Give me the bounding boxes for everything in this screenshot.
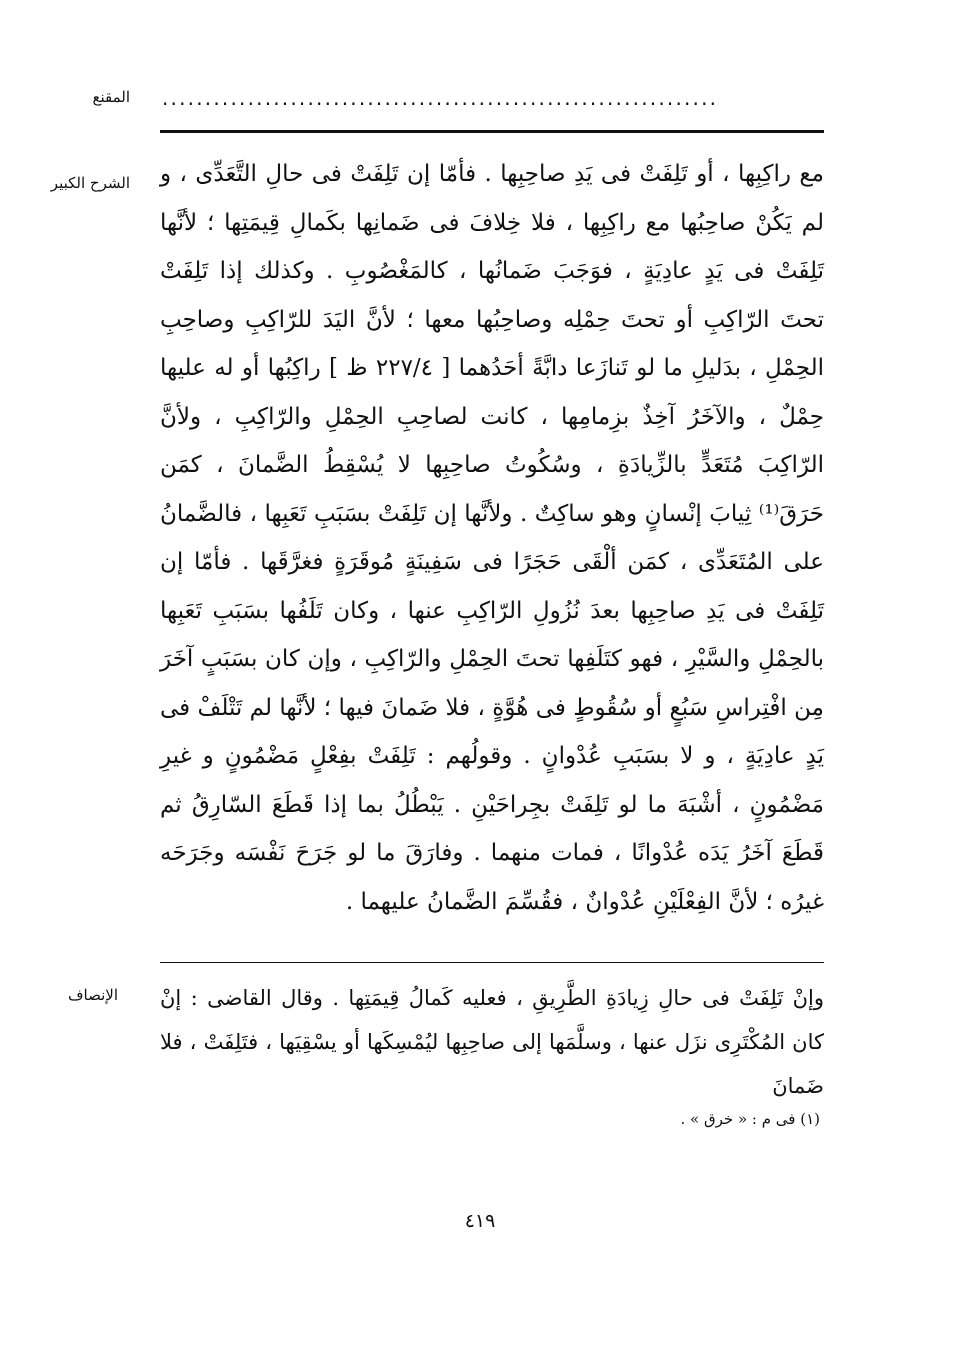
sharh-main-text (160, 150, 824, 926)
footnote: (١) فى م : « خرق » . (680, 1110, 820, 1128)
header-rule (160, 130, 824, 133)
sharh-paragraph: مع راكِبِها ، أو تَلِفَتْ فى يَدِ صاحِبِها . فأمّا إن تَلِفَتْ فى حالِ التَّعَدِّى ، و لم يَكُنْ صاحِبُها مع راكِبِها ، فلا خِلافَ فى ضَمانِها بكَمالِ قِيمَتِها ؛ لأنَّها تَلِفَتْ فى يَدٍ عادِيَةٍ ، فوَجَبَ ضَمانُها ، كالمَغْصُوبِ . وكذلك إذا تَلِفَتْ تحتَ الرّاكِبِ أو تحتَ حِمْلِه وصاحِبُها معها ؛ لأنَّ اليَدَ للرّاكِبِ وصاحِبِ الحِمْلِ ، بدَليلِ ما لو تَنازَعا دابَّةً أحَدُهما [ ٢٢٧/٤ ظ ] راكِبُها أو له عليها حِمْلٌ ، والآخَرُ آخِذٌ بزِمامِها ، كانت لصاحِبِ الحِمْلِ والرّاكِبِ ، ولأنَّ الرّاكِبَ مُتَعَدٍّ بالزِّيادَةِ ، وسُكُوتُ صاحِبِها لا يُسْقِطُ الضَّمانَ ، كمَن حَرَقَ⁽¹⁾ ثِيابَ إنْسانٍ وهو ساكِتٌ . ولأنَّها إن تَلِفَتْ بسَبَبِ تَعَبِها ، فالضَّمانُ على المُتَعَدِّى ، كمَن ألْقَى حَجَرًا فى سَفِينَةٍ مُوقَرَةٍ فغرَّقَها . فأمّا إن تَلِفَتْ فى يَدِ صاحِبِها بعدَ نُزُولِ الرّاكِبِ عنها ، وكان تَلَفُها بسَبَبِ تَعَبِها بالحِمْلِ والسَّيْرِ ، فهو كتَلَفِها تحتَ الحِمْلِ والرّاكِبِ ، وإن كان بسَبَبٍ آخَرَ مِن افْتِراسِ سَبُعٍ أو سُقُوطٍ فى هُوَّةٍ ، فلا ضَمانَ فيها ؛ لأنَّها لم تَتْلَفْ فى يَدٍ عادِيَةٍ ، و لا بسَبَبِ عُدْوانٍ . وقولُهم : تَلِفَتْ بفِعْلٍ مَضْمُونٍ و غيرِ مَضْمُونٍ ، أشْبَهَ ما لو تَلِفَتْ بجِراحَيْنِ . يَبْطُلُ بما إذا قَطَعَ السّارِقُ ثم قَطَعَ آخَرُ يَدَه عُدْوانًا ، فمات منهما . وفارَقَ ما لو جَرَحَ نَفْسَه وجَرَحَه غيرُه ؛ لأنَّ الفِعْلَيْنِ عُدْوانٌ ، فقُسِّمَ الضَّمانُ عليهما . (160, 161, 824, 915)
insaf-section-label: الإنصاف (67, 986, 118, 1004)
header-dotted-leader: ................................................................. (162, 86, 719, 110)
insaf-text (160, 976, 824, 1108)
insaf-paragraph: وإنْ تَلِفَتْ فى حالِ زِيادَةِ الطَّرِيقِ ، فعليه كَمالُ قِيمَتِها . وقال القاضى : إنْ كان المُكْتَرِى نزَل عنها ، وسلَّمَها إلى صاحِبِها ليُمْسِكَها أو يسْقِيَها ، فتَلِفَتْ ، فلا ضَمانَ (160, 986, 824, 1098)
sharh-section-label: الشرح الكبير (50, 174, 130, 192)
section-divider (160, 962, 824, 963)
page-number: ٤١٩ (464, 1210, 496, 1232)
book-title-header: المقنع (92, 88, 130, 106)
